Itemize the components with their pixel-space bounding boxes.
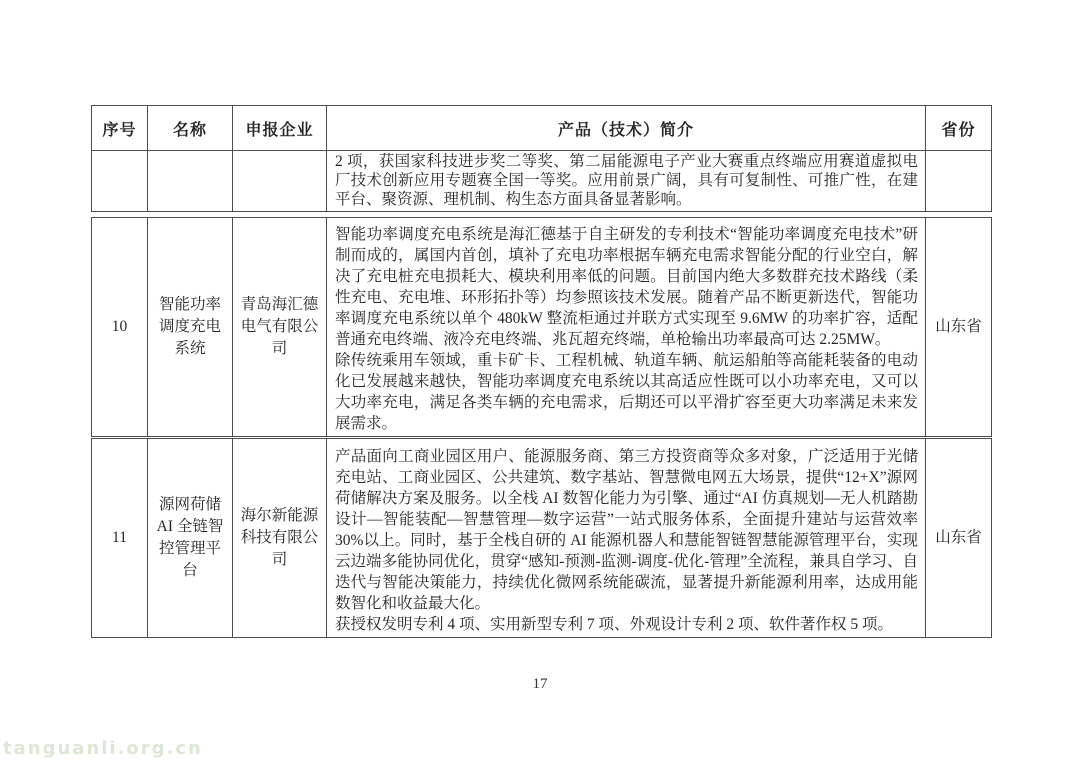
table-header-block <box>91 105 992 212</box>
table-row-10-block <box>91 217 992 437</box>
cell-seq: 11 <box>92 439 148 638</box>
table-row-11-block <box>91 438 992 638</box>
cell-name <box>148 151 233 212</box>
cell-province: 山东省 <box>926 439 992 638</box>
column-header-seq: 序号 <box>92 106 148 151</box>
cell-province: 山东省 <box>926 218 992 437</box>
cell-company <box>233 151 327 212</box>
column-header-province: 省份 <box>926 106 992 151</box>
cell-intro <box>327 218 926 437</box>
cell-seq: 10 <box>92 218 148 437</box>
intro-paragraph: 除传统乘用车领域，重卡矿卡、工程机械、轨道车辆、航运船舶等高能耗装备的电动化已发展越来越快，智能功率调度充电系统以其高适应性既可以小功率充电，又可以大功率充电，满足各类车辆的充电需求，后期还可以平滑扩容至更大功率满足未来发展需求。 <box>335 352 918 432</box>
column-header-company: 申报企业 <box>233 106 327 151</box>
cell-company: 海尔新能源科技有限公司 <box>233 439 327 638</box>
table-row <box>92 439 992 638</box>
cell-intro <box>327 439 926 638</box>
table-row <box>92 218 992 437</box>
cell-seq <box>92 151 148 212</box>
intro-paragraph: 产品面向工商业园区用户、能源服务商、第三方投资商等众多对象，广泛适用于光储充电站、工商业园区、公共建筑、数字基站、智慧微电网五大场景，提供“12+X”源网荷储解决方案及服务。以全栈 AI 数智化能力为引擎、通过“AI 仿真规划—无人机踏勘设计—智能装配—智慧管理—数字运营”一站式服务体系，全面提升建站与运营效率 30%以上。同时，基于全栈自研的 AI 能源机器人和慧能智链智慧能源管理平台，实现云边端多能协同优化，贯穿“感知-预测-监测-调度-优化-管理”全流程，兼具自学习、自迭代与智能决策能力，持续优化微网系统能碳流，显著提升新能源利用率，达成用能数智化和收益最大化。 <box>335 448 918 612</box>
cell-name: 源网荷储 AI 全链智控管理平台 <box>148 439 233 638</box>
intro-paragraph: 智能功率调度充电系统是海汇德基于自主研发的专利技术“智能功率调度充电技术”研制而成的，属国内首创，填补了充电功率根据车辆充电需求智能分配的行业空白，解决了充电桩充电损耗大、模块利用率低的问题。目前国内绝大多数群充技术路线（柔性充电、充电堆、环形拓扑等）均参照该技术发展。随着产品不断更新迭代，智能功率调度充电系统以单个 480kW 整流柜通过并联方式实现至 9.6MW 的功率扩容，适配普通充电终端、液冷充电终端、兆瓦超充终端，单枪输出功率最高可达 2.25MW。 <box>335 226 918 348</box>
cell-province <box>926 151 992 212</box>
cell-company: 青岛海汇德电气有限公司 <box>233 218 327 437</box>
intro-paragraph: 2 项，获国家科技进步奖二等奖、第二届能源电子产业大赛重点终端应用赛道虚拟电厂技术创新应用专题赛全国一等奖。应用前景广阔，具有可复制性、可推广性，在建平台、聚资源、理机制、构生态方面具备显著影响。 <box>335 153 918 208</box>
column-header-intro: 产品（技术）简介 <box>327 106 926 151</box>
watermark: tanguanli.org.cn <box>3 738 203 759</box>
table-row-continuation <box>92 151 992 212</box>
table-header-row <box>92 106 992 151</box>
cell-intro <box>327 151 926 212</box>
column-header-name: 名称 <box>148 106 233 151</box>
cell-name: 智能功率调度充电系统 <box>148 218 233 437</box>
page-number: 17 <box>532 676 548 692</box>
intro-paragraph: 获授权发明专利 4 项、实用新型专利 7 项、外观设计专利 2 项、软件著作权 5 项。 <box>335 616 894 633</box>
